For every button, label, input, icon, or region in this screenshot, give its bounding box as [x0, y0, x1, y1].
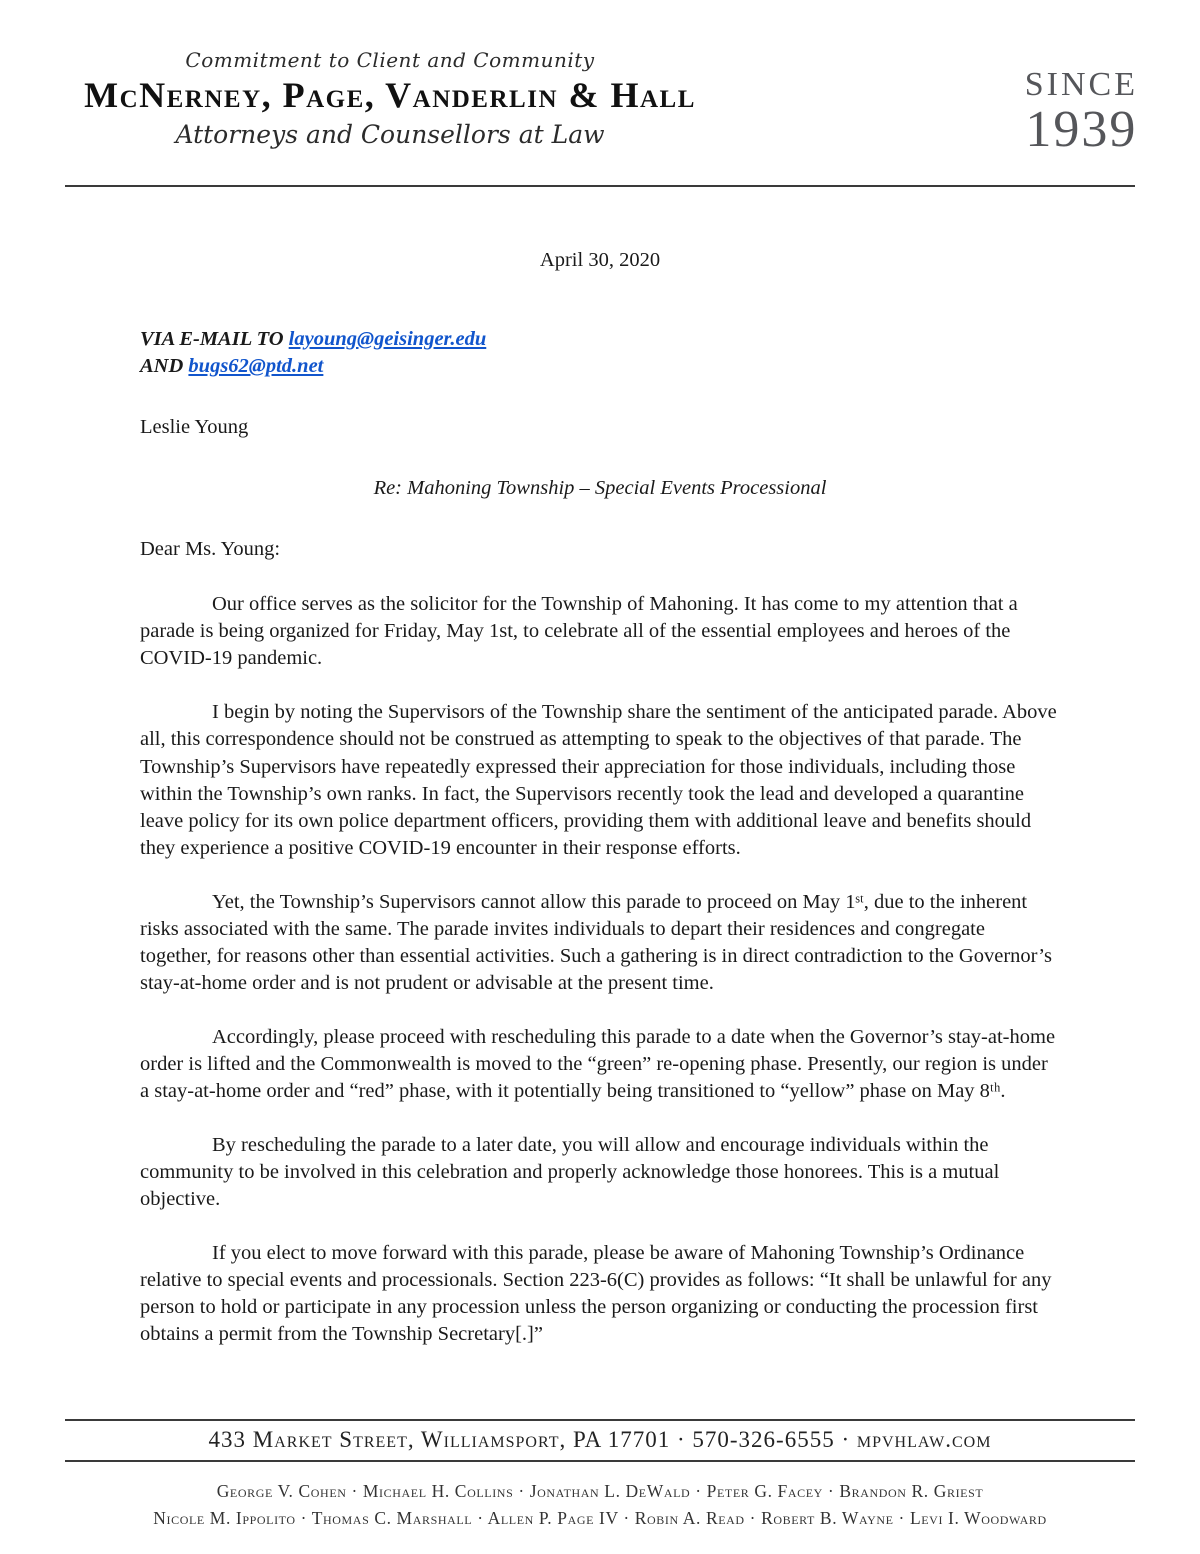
attorney-names-line-2: Nicole M. Ippolito · Thomas C. Marshall · Allen P. Page IV · Robin A. Read · Robert B. Wayne · Levi I. Woodward	[153, 1507, 1047, 1528]
recipient-name: Leslie Young	[140, 416, 249, 439]
since-badge	[1025, 68, 1138, 156]
letter-paragraph: If you elect to move forward with this parade, please be aware of Mahoning Township’s Ordinance relative to special events and processionals. Section 223-6(C) provides as follows: “It shall be unlawful for any person to hold or participate in any procession unless the person organizing or conducting the procession first obtains a permit from the Township Secretary[.]”	[140, 1242, 1052, 1346]
firm-tagline: Commitment to Client and Community	[185, 48, 595, 72]
re-subject-line: Re: Mahoning Township – Special Events Processional	[373, 477, 827, 500]
letter-date: April 30, 2020	[539, 249, 661, 271]
letter-paragraph: By rescheduling the parade to a later date, you will allow and encourage individuals within the community to be involved in this celebration and properly acknowledge those honorees. This is a mutual objective.	[140, 1134, 1000, 1211]
letter-paragraph: Yet, the Township’s Supervisors cannot allow this parade to proceed on May 1ˢᵗ, due to the inherent risks associated with the same. The parade invites individuals to depart their residences and congregate together, for reasons other than essential activities. Such a gathering is in direct contradiction to the Governor’s stay-at-home order and is not prudent or advisable at the present time.	[140, 890, 1052, 994]
letter-paragraph: Our office serves as the solicitor for the Township of Mahoning. It has come to my attention that a parade is being organized for Friday, May 1st, to celebrate all of the essential employees and heroes of the COVID-19 pandemic.	[140, 593, 1018, 670]
attorney-names-line-1: George V. Cohen · Michael H. Collins · Jonathan L. DeWald · Peter G. Facey · Brandon R. Griest	[216, 1480, 984, 1501]
letterhead	[0, 0, 1200, 185]
firm-name: McNerney, Page, Vanderlin & Hall	[84, 75, 696, 115]
email-link-1[interactable]: layoung@geisinger.edu	[288, 328, 487, 351]
footer-address: 433 Market Street, Williamsport, PA 17701 · 570-326-6555 · mpvhlaw.com	[208, 1426, 992, 1452]
since-year: 1939	[1025, 101, 1138, 158]
footer-divider-bottom	[65, 1460, 1135, 1462]
email-link-2[interactable]: bugs62@ptd.net	[188, 355, 324, 378]
via-email-block	[140, 326, 1060, 380]
since-label: SINCE	[1024, 66, 1138, 103]
letter-body	[140, 591, 1060, 1348]
via-prefix-1: VIA E-MAIL TO	[140, 328, 289, 351]
via-line-1	[140, 326, 1060, 353]
salutation: Dear Ms. Young:	[140, 538, 281, 561]
letter-footer	[0, 1419, 1200, 1532]
letterhead-left	[50, 48, 730, 149]
via-line-2	[140, 353, 1060, 380]
letter-paragraph: I begin by noting the Supervisors of the Township share the sentiment of the anticipated parade. Above all, this correspondence should not be construed as attempting to speak to the objectives of that parade. The Township’s Supervisors have repeatedly expressed their appreciation for those individuals, including those within the Township’s own ranks. In fact, the Supervisors recently took the lead and developed a quarantine leave policy for its own police department officers, providing them with additional leave and benefits should they experience a positive COVID-19 encounter in their response efforts.	[140, 701, 1057, 859]
attorney-names	[0, 1478, 1200, 1532]
firm-subtitle: Attorneys and Counsellors at Law	[175, 119, 605, 149]
letter-paragraph: Accordingly, please proceed with rescheduling this parade to a date when the Governor’s stay-at-home order is lifted and the Commonwealth is moved to the “green” re-opening phase. Presently, our region is under a stay-at-home order and “red” phase, with it potentially being transitioned to “yellow” phase on May 8ᵗʰ.	[140, 1025, 1056, 1102]
letter-content	[0, 187, 1200, 1348]
via-prefix-2: AND	[140, 355, 189, 378]
